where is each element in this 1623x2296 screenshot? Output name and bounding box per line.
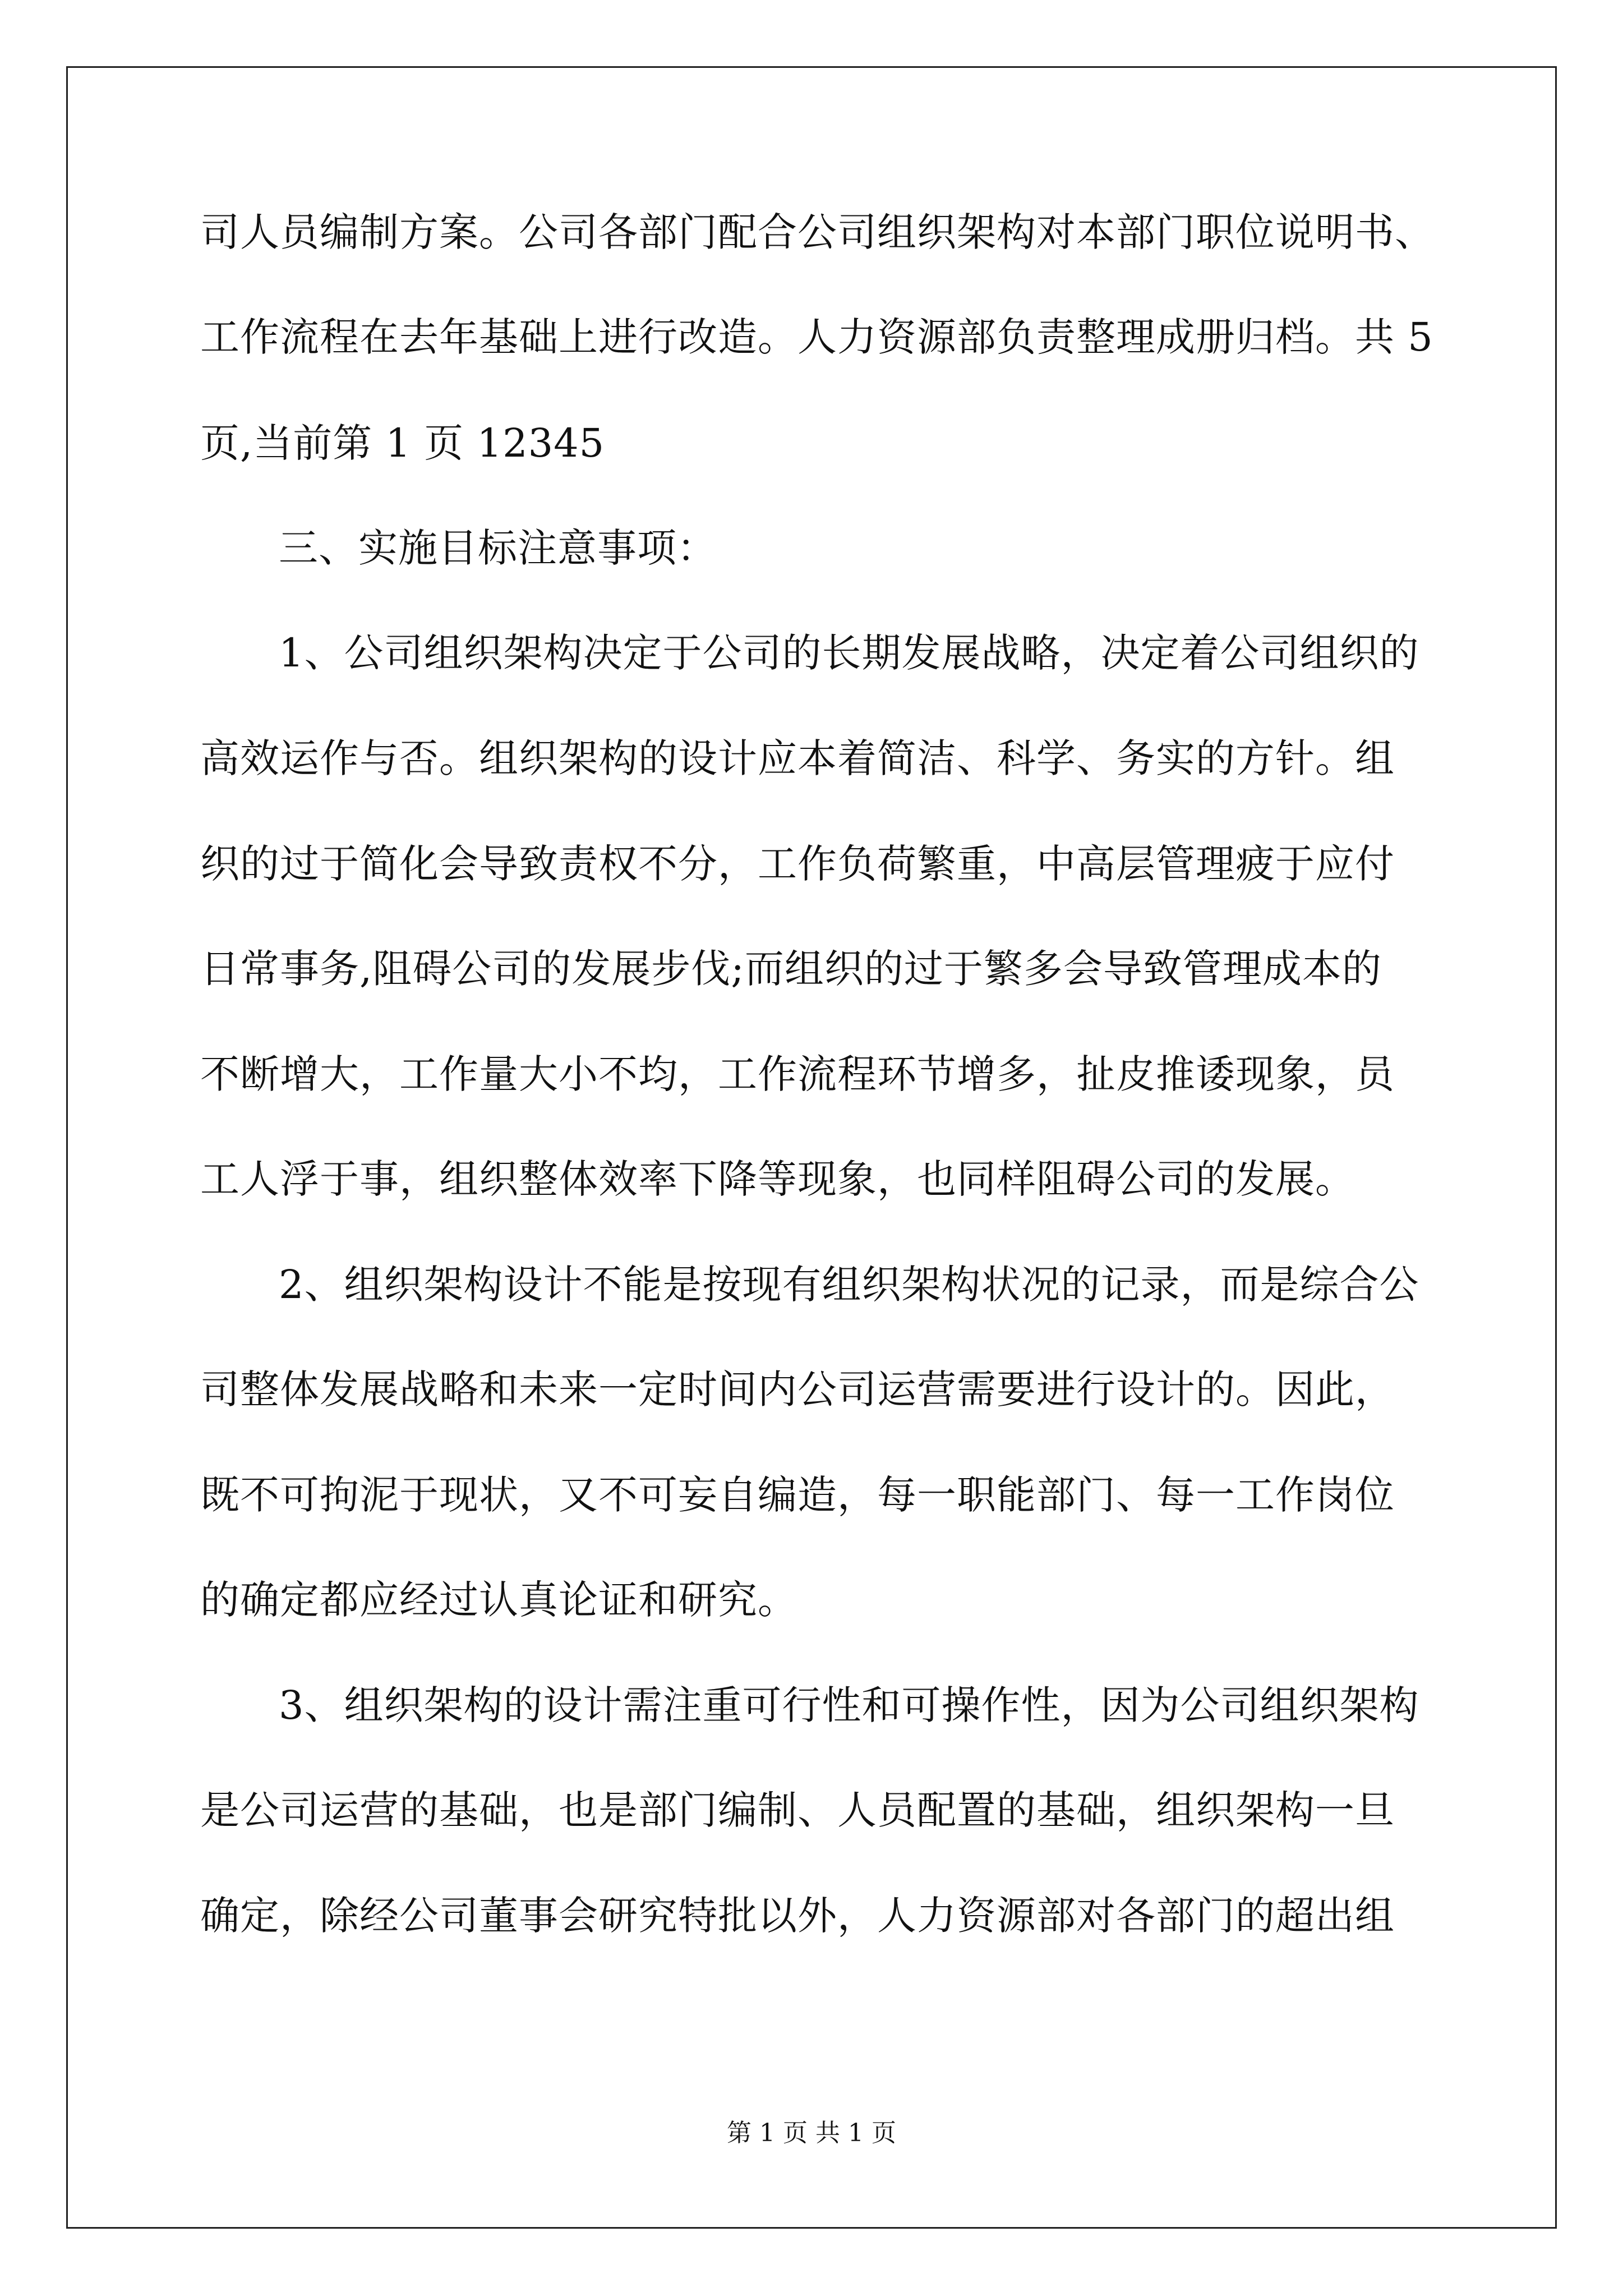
text-line-8: 日常事务,阻碍公司的发展步伐;而组织的过于繁多会导致管理成本的 bbox=[200, 946, 1382, 992]
text-line-15: 3、组织架构的设计需注重可行性和可操作性，因为公司组织架构 bbox=[279, 1682, 1419, 1728]
text-line-14: 的确定都应经过认真论证和研究。 bbox=[200, 1577, 797, 1623]
text-line-12: 司整体发展战略和未来一定时间内公司运营需要进行设计的。因此， bbox=[200, 1366, 1395, 1412]
text-line-10: 工人浮于事，组织整体效率下降等现象，也同样阻碍公司的发展。 bbox=[200, 1156, 1355, 1202]
text-line-2: 工作流程在去年基础上进行改造。人力资源部负责整理成册归档。共 5 bbox=[200, 314, 1433, 360]
section-heading: 三、实施目标注意事项： bbox=[279, 525, 717, 571]
text-line-9: 不断增大，工作量大小不均，工作流程环节增多，扯皮推诿现象，员 bbox=[200, 1051, 1395, 1097]
text-line-1: 司人员编制方案。公司各部门配合公司组织架构对本部门职位说明书、 bbox=[200, 209, 1435, 255]
text-line-16: 是公司运营的基础，也是部门编制、人员配置的基础，组织架构一旦 bbox=[200, 1787, 1395, 1833]
page-footer: 第 1 页 共 1 页 bbox=[727, 2119, 896, 2147]
text-line-13: 既不可拘泥于现状，又不可妄自编造，每一职能部门、每一工作岗位 bbox=[200, 1472, 1395, 1518]
text-line-3: 页,当前第 1 页 12345 bbox=[200, 420, 605, 466]
text-line-17: 确定，除经公司董事会研究特批以外，人力资源部对各部门的超出组 bbox=[200, 1893, 1395, 1939]
text-line-6: 高效运作与否。组织架构的设计应本着简洁、科学、务实的方针。组 bbox=[200, 735, 1395, 781]
text-line-11: 2、组织架构设计不能是按现有组织架构状况的记录，而是综合公 bbox=[279, 1262, 1419, 1308]
text-line-7: 织的过于简化会导致责权不分，工作负荷繁重，中高层管理疲于应付 bbox=[200, 841, 1395, 887]
text-line-5: 1、公司组织架构决定于公司的长期发展战略，决定着公司组织的 bbox=[279, 630, 1419, 676]
